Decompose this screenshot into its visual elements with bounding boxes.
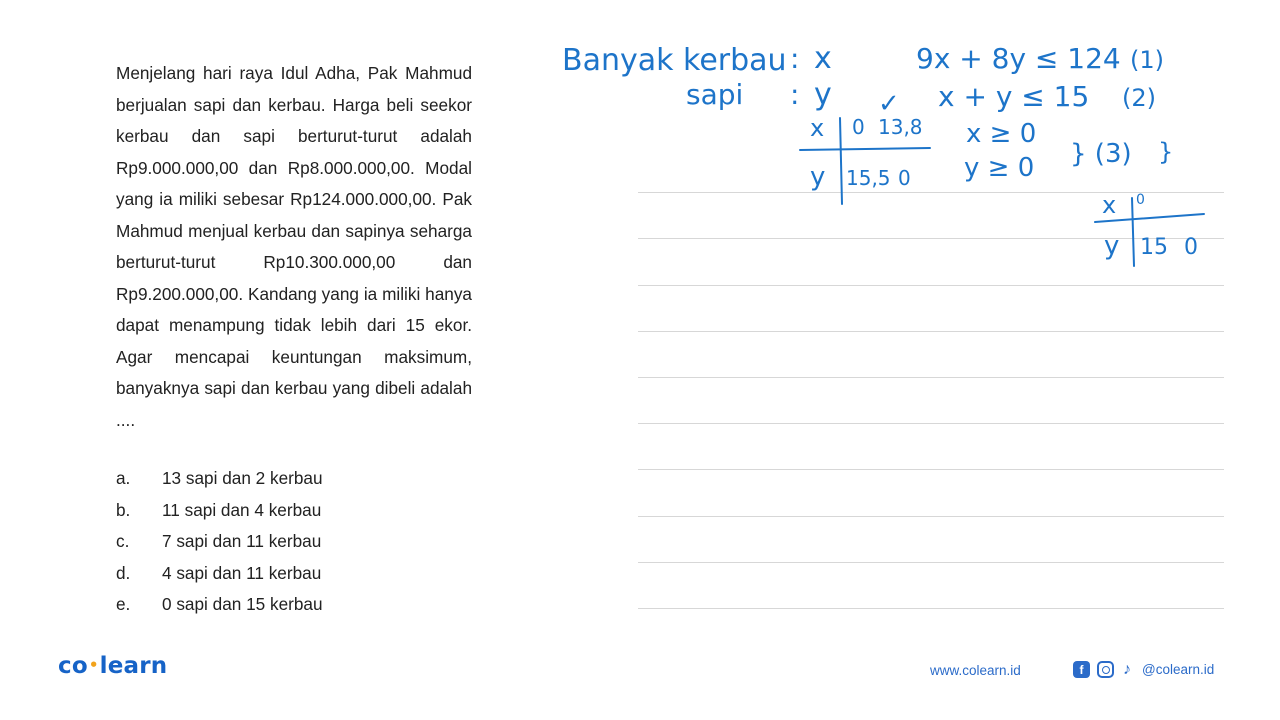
option-letter: b. <box>116 499 131 520</box>
question-text: Menjelang hari raya Idul Adha, Pak Mahmud berjualan sapi dan kerbau. Harga beli seekor kerbau dan sapi berturut-turut adalah Rp9.000.000,00 dan Rp8.000.000,00. Modal yang ia miliki sebesar Rp124.000.000,00. Pak Mahmud menjual kerbau dan sapinya seharga berturut-turut Rp10.300.000,00 dan Rp9.200.000,00. Kandang yang ia miliki hanya dapat menampung tidak lebih dari 15 ekor. Agar mencapai keuntungan maksimum, banyaknya sapi dan kerbau yang dibeli adalah .... <box>116 63 472 430</box>
hw-table2-y-val: 0 <box>1184 235 1198 260</box>
hw-table1-y-label: y <box>810 162 826 192</box>
hw-table1-hline <box>800 148 930 150</box>
option-text: 13 sapi dan 2 kerbau <box>162 468 323 488</box>
hw-table2-vline <box>1132 198 1134 266</box>
option-letter: e. <box>116 594 131 614</box>
hw-var1-label: Banyak kerbau <box>562 43 787 78</box>
hw-ineq2-num: (2) <box>1122 84 1156 112</box>
hw-table1-vline <box>840 118 842 204</box>
hw-ineq3b: y ≥ 0 <box>964 153 1035 183</box>
instagram-icon[interactable] <box>1097 661 1114 678</box>
hw-var1-colon: : <box>790 42 800 75</box>
option-text: 4 sapi dan 11 kerbau <box>162 562 322 583</box>
website-url[interactable]: www.colearn.id <box>930 663 1021 678</box>
logo-dot: • <box>88 656 99 674</box>
option-text: 0 sapi dan 15 kerbau <box>162 594 323 614</box>
tiktok-icon[interactable]: ♪ <box>1123 660 1131 678</box>
option-text: 11 sapi dan 4 kerbau <box>162 499 322 520</box>
colearn-logo <box>58 653 167 679</box>
hw-table1-x-val: 13,8 <box>878 115 923 139</box>
option-text: 7 sapi dan 11 kerbau <box>162 531 322 551</box>
hw-check-mark: ✓ <box>878 89 900 119</box>
social-links <box>1073 661 1214 678</box>
hw-table1-y-val: 0 <box>898 166 911 190</box>
hw-table2-y-val: 15 <box>1140 235 1168 260</box>
hw-ineq3-num: } (3) <box>1070 139 1132 169</box>
social-handle[interactable]: @colearn.id <box>1142 662 1215 677</box>
hw-table1-y-val: 15,5 <box>846 166 891 190</box>
option-letter: c. <box>116 531 130 551</box>
logo-text-learn: learn <box>99 653 168 679</box>
option-letter: d. <box>116 562 131 583</box>
hw-var1-symbol: x <box>814 41 832 76</box>
hw-var2-symbol: y <box>814 77 832 112</box>
hw-var2-colon: : <box>790 78 800 111</box>
hw-ineq1: 9x + 8y ≤ 124 <box>916 42 1121 75</box>
hw-ineq1-num: (1) <box>1130 46 1164 74</box>
hw-table1-x-val: 0 <box>852 115 865 139</box>
hw-var2-label: sapi <box>686 78 744 111</box>
hw-ineq3a: x ≥ 0 <box>966 119 1037 149</box>
hw-table2-y-label: y <box>1104 231 1120 261</box>
logo-text-co: co <box>58 653 88 679</box>
hw-ineq2: x + y ≤ 15 <box>938 80 1090 113</box>
option-letter: a. <box>116 468 131 488</box>
hw-table2-x-val: 0 <box>1136 192 1145 208</box>
hw-table1-x-label: x <box>810 114 825 142</box>
facebook-icon[interactable]: f <box>1073 661 1090 678</box>
hw-table2-x-label: x <box>1102 191 1117 219</box>
hw-ineq3-mark: } <box>1158 138 1174 166</box>
